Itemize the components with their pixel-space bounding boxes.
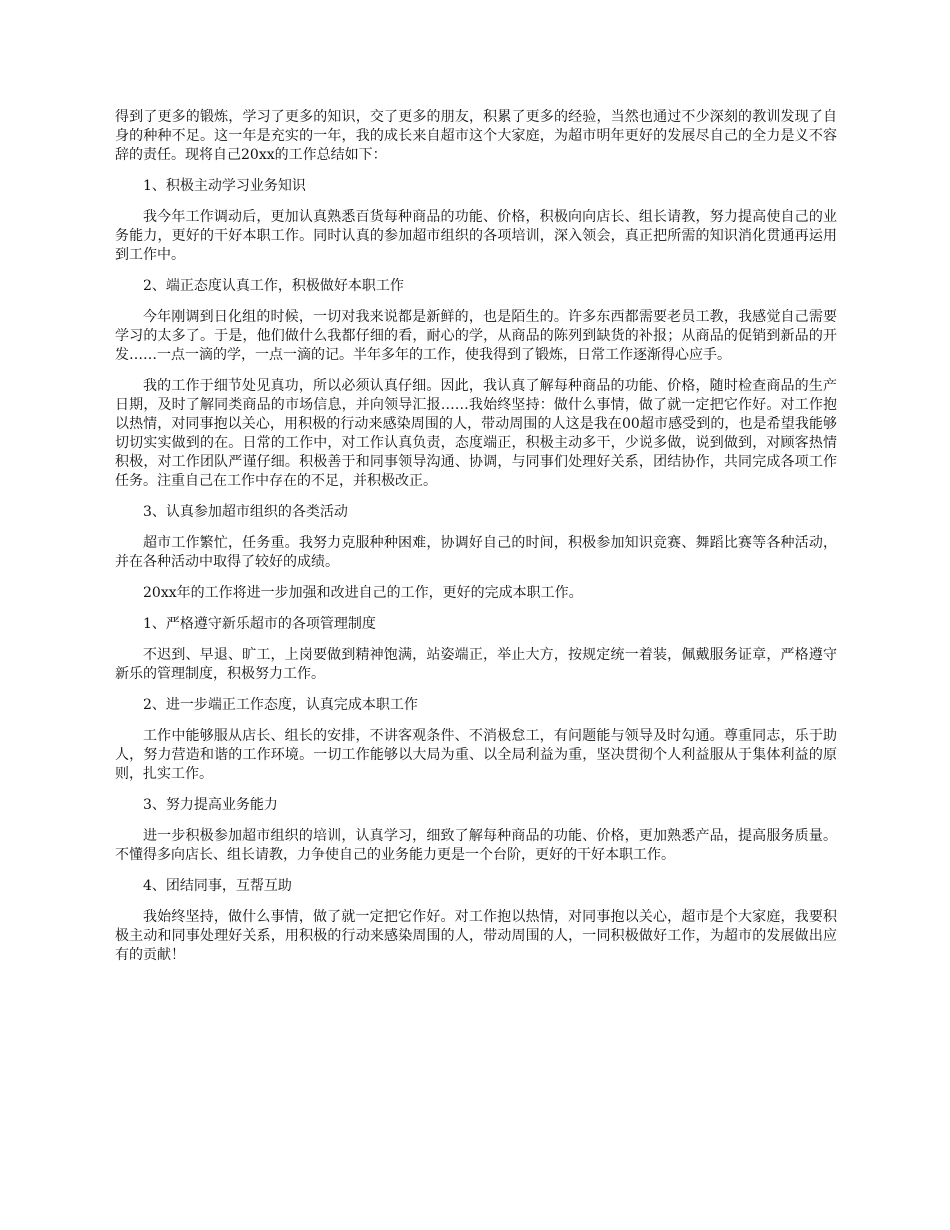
body-paragraph: 工作中能够服从店长、组长的安排，不讲客观条件、不消极怠工，有问题能与领导及时勾通。尊重同志，乐于助人，努力营造和谐的工作环境。一切工作能够以大局为重、以全局利益为重，坚决贯彻个人利益服从于集体利益的原则，扎实工作。 [115, 728, 837, 782]
body-paragraph: 今年刚调到日化组的时候，一切对我来说都是新鲜的，也是陌生的。许多东西都需要老员工教，我感觉自己需要学习的太多了。于是，他们做什么我都仔细的看，耐心的学，从商品的陈列到缺货的补报；从商品的促销到新品的开发……一点一滴的学，一点一滴的记。半年多年的工作，使我得到了锻炼，日常工作逐渐得心应手。 [115, 309, 837, 363]
section-heading: 3、努力提高业务能力 [143, 797, 278, 813]
body-paragraph: 进一步积极参加超市组织的培训，认真学习，细致了解每种商品的功能、价格，更加熟悉产品，提高服务质量。不懂得多向店长、组长请教，力争使自己的业务能力更是一个台阶，更好的干好本职工作。 [115, 828, 837, 863]
section-heading: 2、进一步端正工作态度，认真完成本职工作 [143, 697, 418, 713]
plan-intro-line: 20xx年的工作将进一步加强和改进自己的工作，更好的完成本职工作。 [143, 585, 583, 601]
document-body [115, 108, 837, 977]
section-heading: 1、严格遵守新乐超市的各项管理制度 [143, 616, 376, 632]
body-paragraph: 我今年工作调动后，更加认真熟悉百货每种商品的功能、价格，积极向向店长、组长请教，努力提高使自己的业务能力，更好的干好本职工作。同时认真的参加超市组织的各项培训，深入领会，真正把所需的知识消化贯通再运用到工作中。 [115, 209, 837, 263]
body-paragraph: 我始终坚持，做什么事情，做了就一定把它作好。对工作抱以热情，对同事抱以关心，超市是个大家庭，我要积极主动和同事处理好关系，用积极的行动来感染周围的人，带动周围的人，一同积极做好工作，为超市的发展做出应有的贡献！ [115, 909, 837, 963]
intro-paragraph: 得到了更多的锻炼，学习了更多的知识，交了更多的朋友，积累了更多的经验，当然也通过不少深刻的教训发现了自身的种种不足。这一年是充实的一年，我的成长来自超市这个大家庭，为超市明年更好的发展尽自己的全力是义不容辞的责任。现将自己20xx的工作总结如下： [115, 109, 837, 163]
section-heading: 3、认真参加超市组织的各类活动 [143, 504, 348, 520]
body-paragraph: 不迟到、早退、旷工，上岗要做到精神饱满，站姿端正，举止大方，按规定统一着装，佩戴服务证章，严格遵守新乐的管理制度，积极努力工作。 [115, 647, 837, 682]
section-heading: 4、团结同事，互帮互助 [143, 878, 292, 894]
body-paragraph: 我的工作于细节处见真功，所以必须认真仔细。因此，我认真了解每种商品的功能、价格，随时检查商品的生产日期，及时了解同类商品的市场信息，并向领导汇报……我始终坚持：做什么事情，做了就一定把它作好。对工作抱以热情，对同事抱以关心，用积极的行动来感染周围的人，带动周围的人这是我在00超市感受到的，也是希望我能够切切实实做到的在。日常的工作中，对工作认真负责，态度端正，积极主动多干，少说多做，说到做到，对顾客热情积极，对工作团队严谨仔细。积极善于和同事领导沟通、协调，与同事们处理好关系，团结协作，共同完成各项工作任务。注重自己在工作中存在的不足，并积极改正。 [115, 378, 837, 489]
section-heading: 2、端正态度认真工作，积极做好本职工作 [143, 278, 404, 294]
section-heading: 1、积极主动学习业务知识 [143, 178, 306, 194]
body-paragraph: 超市工作繁忙，任务重。我努力克服种种困难，协调好自己的时间，积极参加知识竞赛、舞蹈比赛等各种活动，并在各种活动中取得了较好的成绩。 [115, 535, 837, 570]
